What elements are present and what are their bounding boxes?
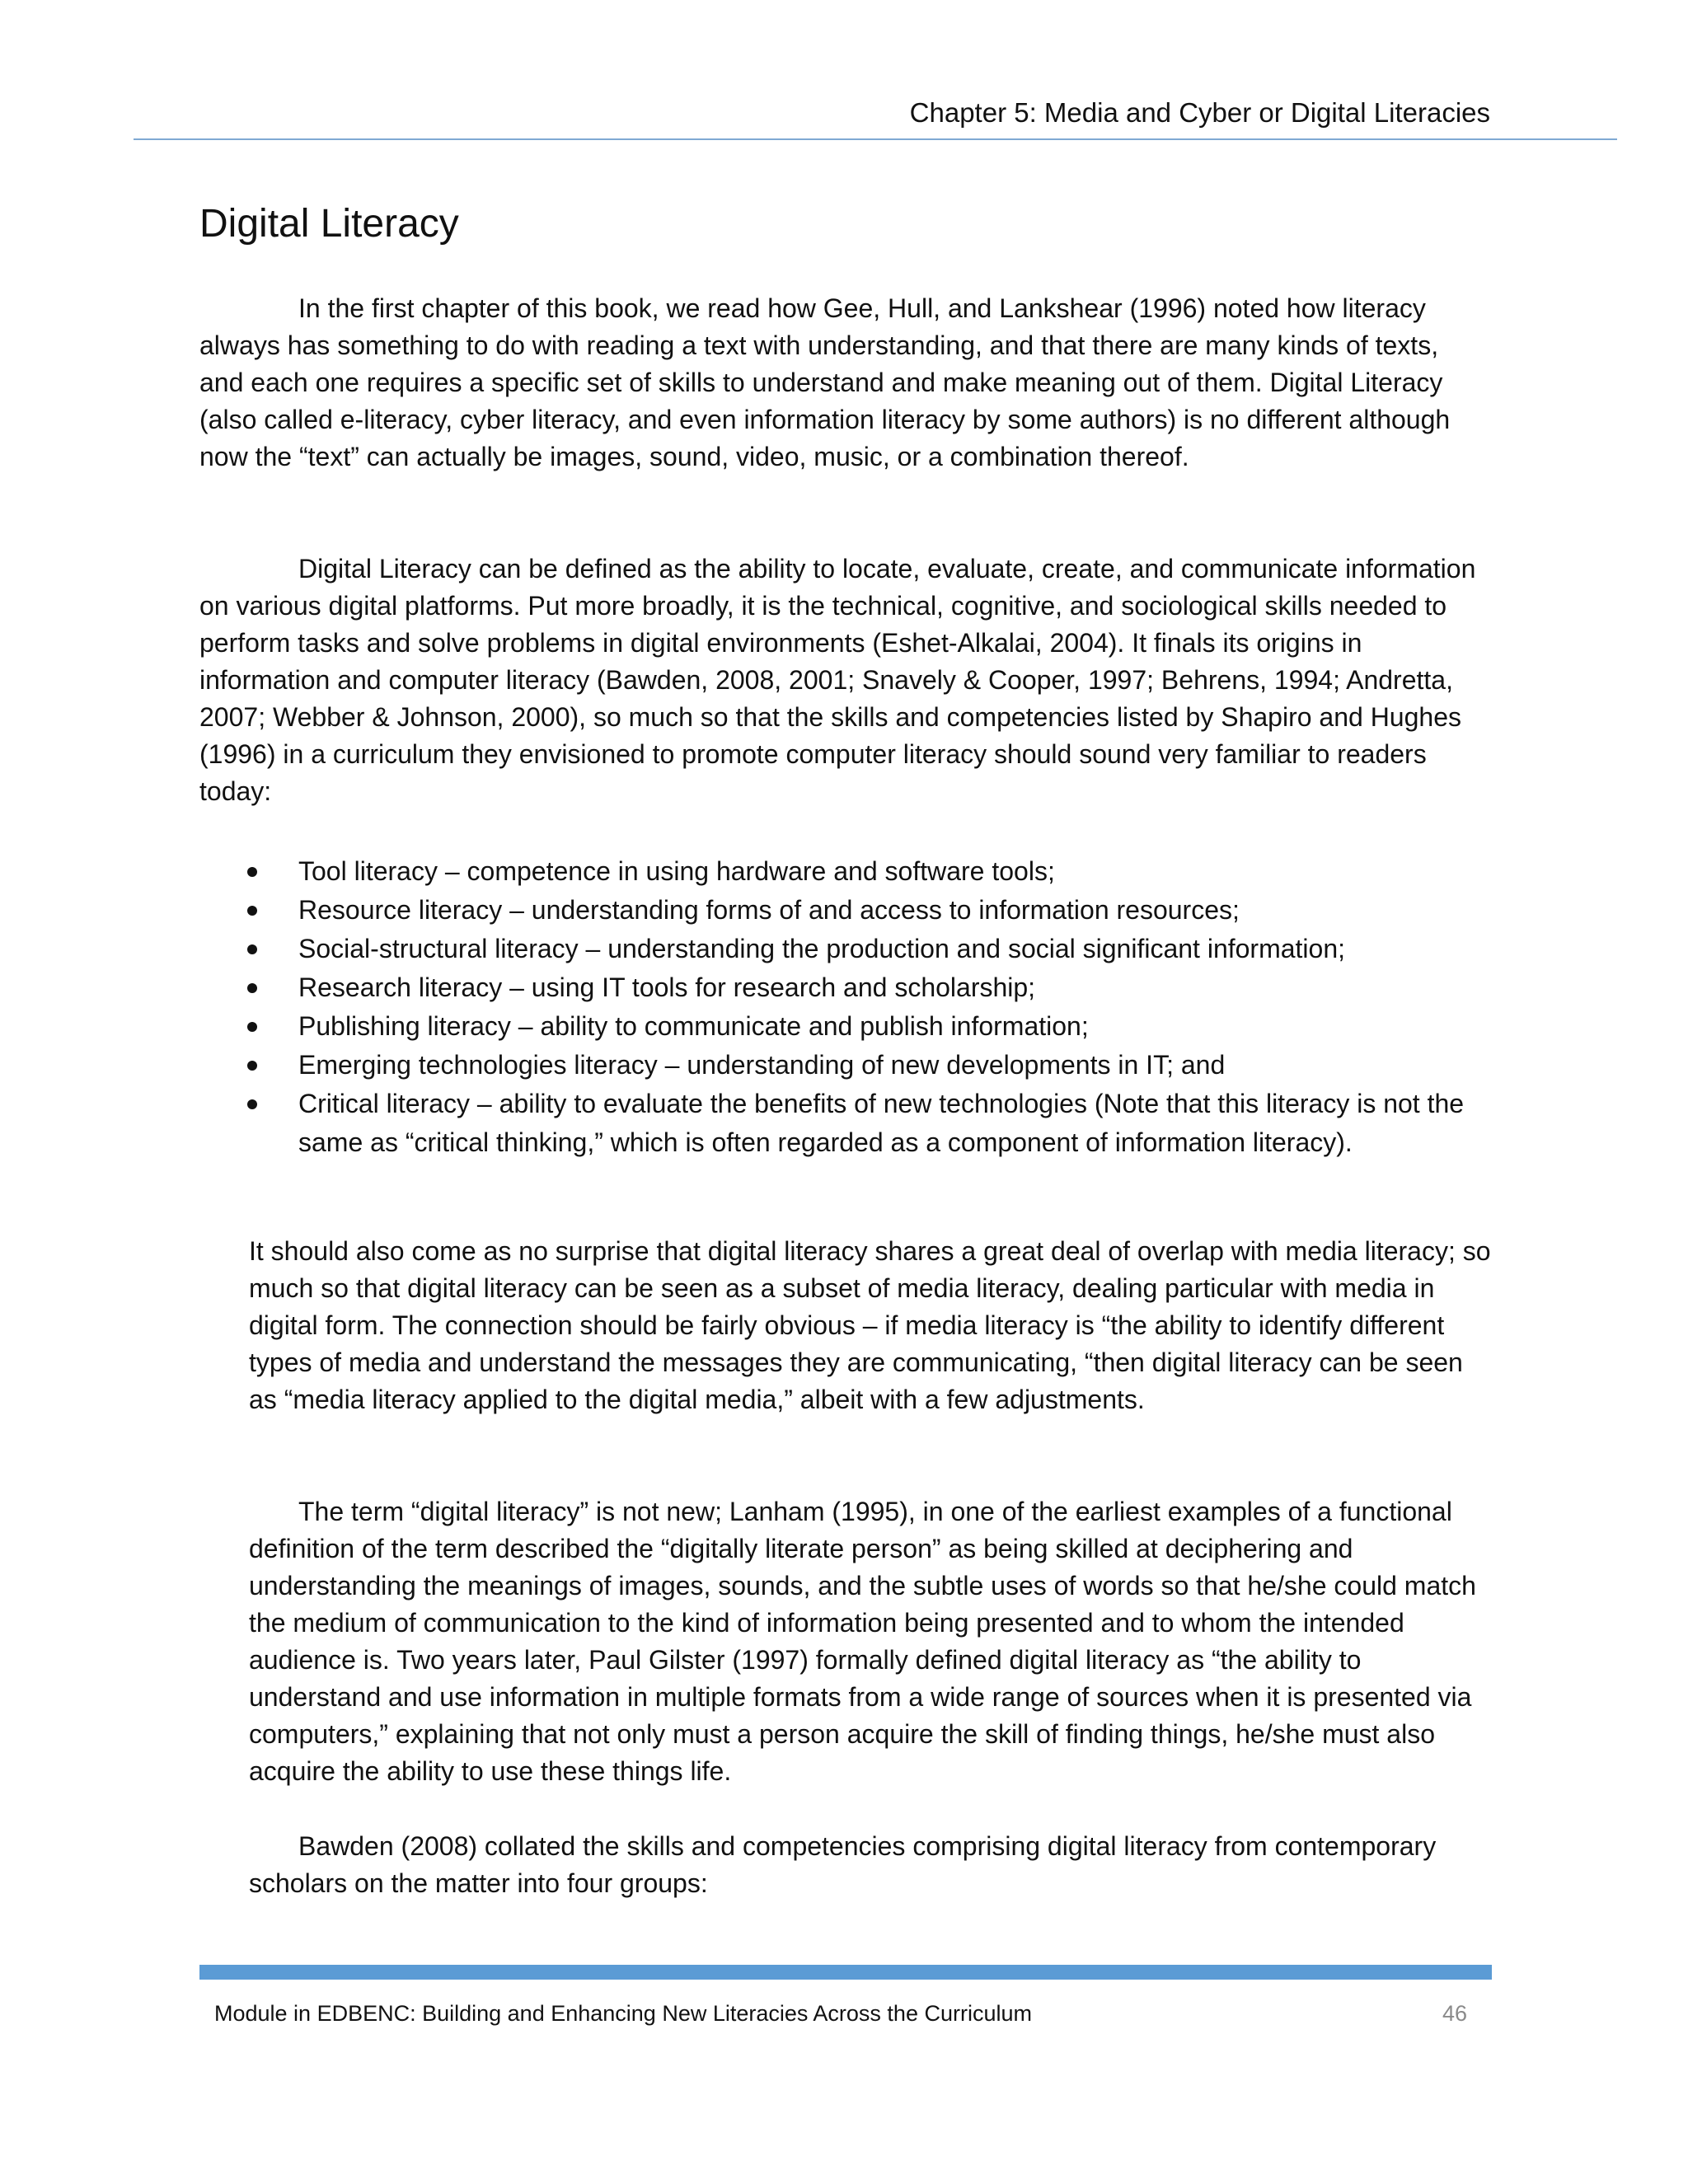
paragraph-text: The term “digital literacy” is not new; Lanham (1995), in one of the earliest examples of a functional definition of the term described the “digitally literate person” as being skilled at deciphering and understanding the meanings of images, sounds, and the subtle uses of words so that he/she could match the medium of communication to the kind of information being presented and to whom the intended audience is. Two years later, Paul Gilster (1997) formally defined digital literacy as “the ability to understand and use information in multiple formats from a wide range of sources when it is presented via computers,” explaining that not only must a person acquire the skill of finding things, he/she must also acquire the ability to use these things life. [249,1497,1476,1786]
list-item-text: Research literacy – using IT tools for research and scholarship; [298,972,1036,1002]
bullet-icon [247,1022,257,1032]
header-rule [134,138,1617,140]
list-item [199,891,1485,930]
footer-module-text: Module in EDBENC: Building and Enhancing New Literacies Across the Curriculum [214,2001,1032,2026]
list-item [199,968,1485,1007]
paragraph-text: Bawden (2008) collated the skills and competencies comprising digital literacy from contemporary scholars on the matter into four groups: [249,1831,1437,1898]
running-header: Chapter 5: Media and Cyber or Digital Literacies [909,97,1490,128]
list-item-text: Publishing literacy – ability to communicate and publish information; [298,1011,1089,1041]
bullet-icon [247,1099,257,1109]
list-item-text: Tool literacy – competence in using hardware and software tools; [298,856,1055,886]
paragraph-text: It should also come as no surprise that digital literacy shares a great deal of overlap with media literacy; so much so that digital literacy can be seen as a subset of media literacy, dealing particular with media in digital form. The connection should be fairly obvious – if media literacy is “the ability to identify different types of media and understand the messages they are communicating, “then digital literacy can be seen as “media literacy applied to the digital media,” albeit with a few adjustments. [249,1236,1491,1414]
body-paragraph-5 [249,1828,1493,1902]
footer-bar [199,1965,1492,1980]
bullet-icon [247,983,257,993]
list-item-text: Resource literacy – understanding forms of and access to information resources; [298,895,1240,925]
list-item [199,1007,1485,1046]
bullet-icon [247,906,257,916]
list-item [199,930,1485,968]
bullet-icon [247,944,257,954]
list-item [199,1046,1485,1085]
list-item [199,1085,1485,1162]
body-paragraph-2 [199,551,1485,810]
body-paragraph-1 [199,290,1485,476]
body-paragraph-4 [249,1493,1493,1790]
bullet-icon [247,867,257,877]
paragraph-text: In the first chapter of this book, we read how Gee, Hull, and Lankshear (1996) noted how literacy always has something to do with reading a text with understanding, and that there are many kinds of texts, and each one requires a specific set of skills to understand and make meaning out of them. Digital Literacy (also called e-literacy, cyber literacy, and even information literacy by some authors) is no different although now the “text” can actually be images, sound, video, music, or a combination thereof. [199,293,1451,471]
bullet-icon [247,1061,257,1071]
list-item-text: Critical literacy – ability to evaluate the benefits of new technologies (Note that this literacy is not the same as “critical thinking,” which is often regarded as a component of information literacy). [298,1089,1465,1157]
literacy-bullet-list [199,852,1485,1162]
body-paragraph-3 [249,1233,1493,1418]
page-title: Digital Literacy [199,202,459,246]
page-number: 46 [1442,2001,1468,2026]
paragraph-text: Digital Literacy can be defined as the ability to locate, evaluate, create, and communicate information on various digital platforms. Put more broadly, it is the technical, cognitive, and sociological skills needed to perform tasks and solve problems in digital environments (Eshet-Alkalai, 2004). It finals its origins in information and computer literacy (Bawden, 2008, 2001; Snavely & Cooper, 1997; Behrens, 1994; Andretta, 2007; Webber & Johnson, 2000), so much so that the skills and competencies listed by Shapiro and Hughes (1996) in a curriculum they envisioned to promote computer literacy should sound very familiar to readers today: [199,554,1476,806]
list-item-text: Social-structural literacy – understanding the production and social significant information; [298,934,1346,963]
list-item [199,852,1485,891]
list-item-text: Emerging technologies literacy – understanding of new developments in IT; and [298,1050,1226,1080]
